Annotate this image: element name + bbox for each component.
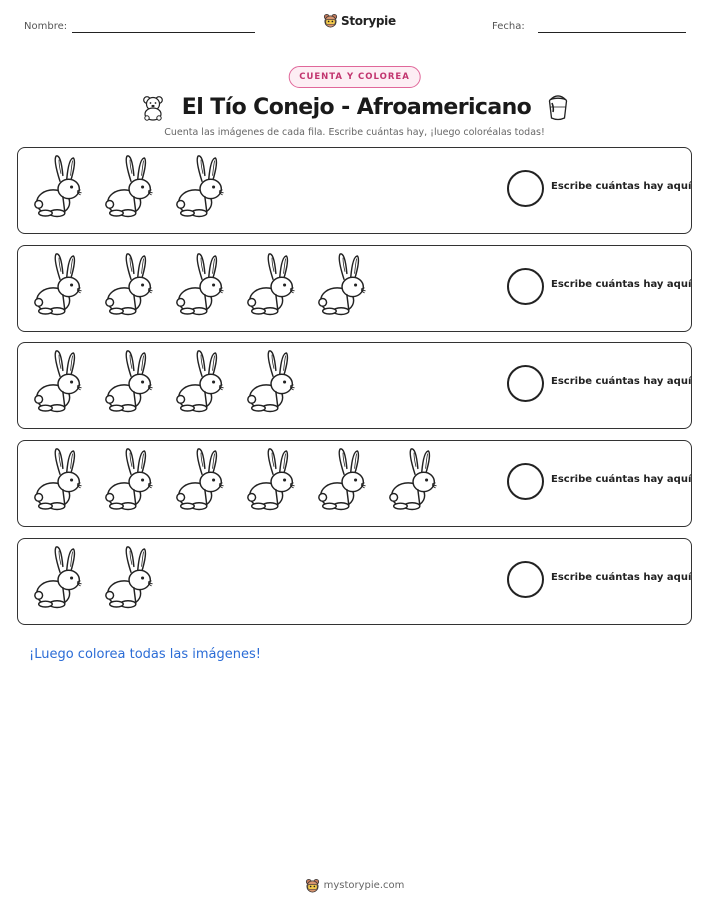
answer-label: Escribe cuántas hay aquí [551,376,692,388]
rabbit-icon [101,252,159,318]
count-row [17,440,692,527]
rabbit-icon [172,447,230,513]
footer-note: ¡Luego colorea todas las imágenes! [29,647,261,662]
count-row [17,342,692,429]
rabbit-icon [385,447,443,513]
rabbit-icon [172,252,230,318]
footer [0,878,709,893]
rabbit-icon [101,154,159,220]
teddy-bear-icon [138,92,168,122]
name-field[interactable] [72,32,255,33]
instructions: Cuenta las imágenes de cada fila. Escribe cuántas hay, ¡luego coloréalas todas! [164,127,545,138]
rabbit-icon [243,447,301,513]
title-row [0,90,709,124]
rabbit-icon [30,349,88,415]
rabbit-icon [101,349,159,415]
rabbit-icon [30,545,88,611]
rabbit-icon [101,545,159,611]
rabbit-icon [30,447,88,513]
rabbit-icon [30,252,88,318]
rabbit-icon [314,252,372,318]
answer-label: Escribe cuántas hay aquí [551,278,692,290]
bear-logo-icon [305,878,320,893]
answer-circle[interactable] [507,268,544,305]
date-label: Fecha: [492,21,525,32]
rabbit-icon [243,349,301,415]
answer-label: Escribe cuántas hay aquí [551,181,692,192]
answer-label: Escribe cuántas hay aquí [551,571,692,583]
activity-badge: CUENTA Y COLOREA [288,66,421,88]
count-row [17,538,692,625]
brand-logo [323,13,396,28]
paint-bucket-icon [545,92,571,122]
rabbit-icon [30,154,88,220]
bear-logo-icon [323,13,338,28]
date-field[interactable] [538,32,686,33]
rabbit-icon [101,447,159,513]
answer-circle[interactable] [507,463,544,500]
rabbit-icon [243,252,301,318]
name-label: Nombre: [24,21,68,32]
count-row [17,245,692,332]
page-title: El Tío Conejo - Afroamericano [181,94,532,120]
answer-label: Escribe cuántas hay aquí [551,474,692,486]
count-row [17,147,692,234]
footer-site: mystorypie.com [323,880,405,891]
brand-name: Storypie [341,13,396,28]
rabbit-icon [172,154,230,220]
answer-circle[interactable] [507,561,544,598]
answer-circle[interactable] [507,365,544,402]
rabbit-icon [172,349,230,415]
answer-circle[interactable] [507,170,544,207]
rabbit-icon [314,447,372,513]
